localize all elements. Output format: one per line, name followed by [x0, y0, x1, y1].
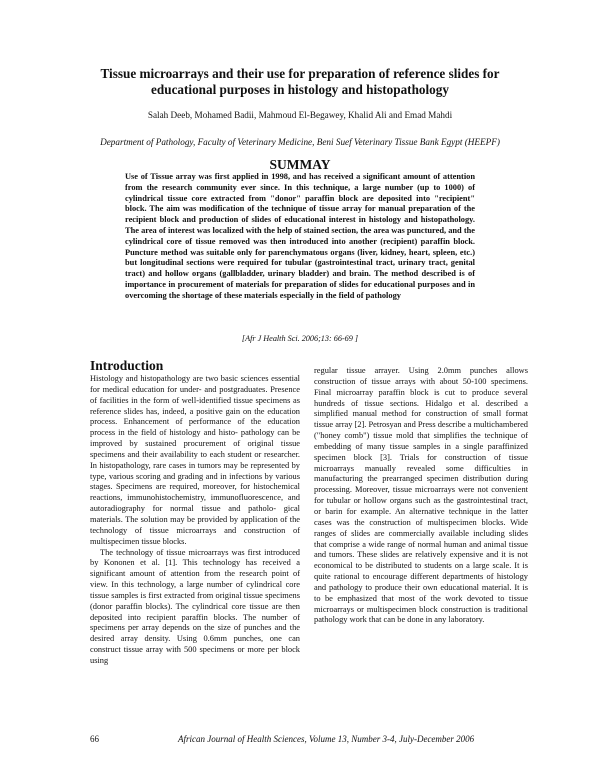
citation: [Afr J Health Sci. 2006;13: 66-69 ]	[241, 334, 359, 343]
right-column	[314, 366, 528, 626]
intro-paragraph-3: regular tissue arrayer. Using 2.0mm punches allows construction of tissue arrays with about 50-100 specimens. Final microarray paraffin block is cut to produce several hundreds of tissue sections. Hidalgo et al. described a simplified manual method for construction of small format tissue array [2]. Petrosyan and Press describe a multichambered ("honey comb") tissue mold that simplifies the technique of embedding of many tissue samples in a single paraffinized specimen block [3]. Trials for construction of tissue microarrays manually revealed some difficulties in manufacturing the prearranged specimen distribution during processing. Moreover, tissue microarrays were not convenient for tubular or hollow organs such as the gastrointestinal tract, or barin for example. An alternative technique in the latter cases was the construction of multispecimen blocks. Wide ranges of slides are commercially available including slides that comprise a wide range of normal human and animal tissue and tumors. These slides are relatively expensive and it is not economical to be distributed to students on a large scale. It is quite rational to encourage different departments of histology and pathology to produce their own educational material. It is to be emphasized that most of the work devoted to tissue microarrays or multispecimen block construction is traditional pathology work that can be done in any laboratory.	[314, 366, 528, 625]
intro-paragraph-1: Histology and histopathology are two basic sciences essential for medical education for under- and postgraduates. Presence of facilities in the form of well-identified tissue specimens as reference slides has, indeed, a positive gain on the education process. Enhancement of performance of the education process in the field of histology and histo- pathology can be improved by sustained procurement of original tissue specimens and their availability to each student or researcher. In histopathology, rare cases in tumors may be represented by type, various scoring and grading and in infections by various stages. Specimens are required, moreover, for histochemical reactions, immunohistochemistry, immunofluorescence, and autoradiography for normal tissue and patholo- gical materials. The solution may be provided by application of the technology of tissue microarrays and construction of multispecimen tissue blocks.	[90, 374, 300, 546]
author-list: Salah Deeb, Mohamed Badii, Mahmoud El-Begawey, Khalid Ali and Emad Mahdi	[147, 110, 453, 120]
affiliation: Department of Pathology, Faculty of Veterinary Medicine, Beni Suef Veterinary Tissue Bank Egypt (HEEPF)	[100, 137, 500, 147]
journal-footer: African Journal of Health Sciences, Volume 13, Number 3-4, July-December 2006	[178, 734, 475, 744]
paper-title: Tissue microarrays and their use for preparation of reference slides for educational purposes in histology and histopathology	[100, 66, 500, 97]
page-number: 66	[90, 734, 99, 744]
summary-text: Use of Tissue array was first applied in 1998, and has received a significant amount of attention from the research community ever since. In this technique, a large number (up to 1000) of cylindrical tissue core extracted from "donor" paraffin block are deposited into "recipient" block. The aim was modification of the technique of tissue array for manual preparation of the recipient block and production of slides of educational interest in histology and histopathology. The area of interest was localized with the help of stained section, the area was punctured, and the cylindrical core of tissue removed was then introduced into another (recipient) paraffin block. Puncture method was suitable only for parenchymatous organs (liver, kidney, heart, spleen, etc.) but longitudinal sections were required for tubular (gastrointestinal tract, urinary tract, genital tract) and hollow organs (gallbladder, urinary bladder) and brain. The method described is of importance in procurement of materials for preparation of slides for educational purposes and in overcoming the shortage of these materials especially in the field of pathology	[125, 172, 475, 300]
intro-paragraph-2: The technology of tissue microarrays was first introduced by Kononen et al. [1]. This technology has received a significant amount of attention from the research point of view. In this technology, a large number of cylindrical core tissue samples is first extracted from original tissue specimens (donor paraffin blocks). The cylindrical core tissue are then deposited into recipient paraffin blocks. The number of specimens per array depends on the size of punches and the desired array density. Using 0.6mm punches, one can construct tissue array with 500 specimens or more per block using	[90, 547, 300, 665]
summary-heading: SUMMAY	[269, 157, 331, 172]
left-column	[90, 374, 300, 667]
introduction-heading: Introduction	[90, 358, 164, 373]
